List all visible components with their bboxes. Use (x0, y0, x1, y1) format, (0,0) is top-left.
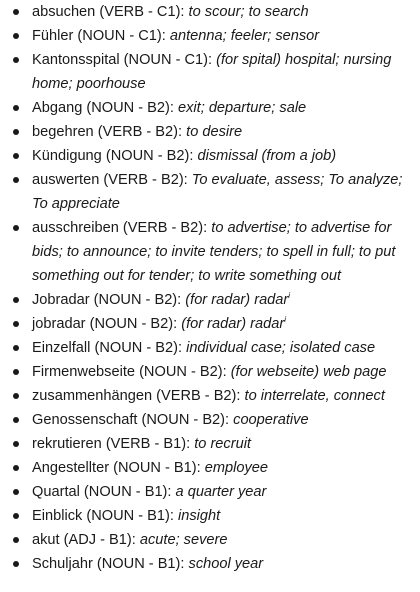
entry-meaning: to scour; to search (188, 4, 309, 20)
entry-meaning: employee (204, 460, 269, 476)
entry-part-of-speech: (NOUN - C1): (119, 52, 217, 68)
entry-word: begehren (32, 124, 94, 140)
entry-meaning: to advertise; to advertise for bids; to announce; to invite tenders; to spell in full; to put something out for tender; to write something out (32, 220, 396, 284)
bullet-icon (13, 537, 19, 543)
entry-meaning: (for radar) radar (185, 292, 289, 308)
entry-meaning: exit; departure; sale (178, 100, 307, 116)
list-item (0, 24, 420, 48)
list-item (0, 336, 420, 360)
entry-meaning: to interrelate, connect (244, 388, 385, 404)
entry-word: Einblick (32, 508, 83, 524)
entry-word: akut (32, 532, 60, 548)
entry-meaning: (for webseite) web page (230, 364, 387, 380)
entry-word: absuchen (32, 4, 96, 20)
entry-word: ausschreiben (32, 220, 119, 236)
entry-part-of-speech: (NOUN - B1): (82, 508, 178, 524)
bullet-icon (13, 345, 19, 351)
entry-meaning: (for radar) radar (181, 316, 285, 332)
entry-part-of-speech: (NOUN - C1): (73, 28, 170, 44)
list-item (0, 504, 420, 528)
bullet-icon (13, 105, 19, 111)
entry-part-of-speech: (NOUN - B2): (82, 100, 178, 116)
entry-part-of-speech: (NOUN - B2): (101, 148, 198, 164)
list-item (0, 552, 420, 576)
entry-word: Kantonsspital (32, 52, 120, 68)
entry-meaning: individual case; isolated case (186, 340, 376, 356)
entry-part-of-speech: (ADJ - B1): (59, 532, 140, 548)
bullet-icon (13, 369, 19, 375)
entry-word: Angestellter (32, 460, 110, 476)
entry-word: jobradar (32, 316, 86, 332)
entry-meaning: acute; severe (139, 532, 228, 548)
list-item (0, 288, 420, 312)
footnote-marker: i (284, 315, 286, 325)
entry-part-of-speech: (NOUN - B2): (137, 412, 234, 428)
entry-part-of-speech: (NOUN - B1): (109, 460, 205, 476)
entry-meaning: to desire (186, 124, 243, 140)
entry-part-of-speech: (NOUN - B2): (85, 316, 182, 332)
list-item (0, 384, 420, 408)
bullet-icon (13, 177, 19, 183)
entry-word: Genossenschaft (32, 412, 138, 428)
entry-part-of-speech: (NOUN - B2): (135, 364, 231, 380)
list-item (0, 120, 420, 144)
bullet-icon (13, 417, 19, 423)
bullet-icon (13, 153, 19, 159)
footnote-marker: i (288, 291, 291, 301)
entry-meaning: antenna; feeler; sensor (169, 28, 320, 44)
entry-meaning: insight (177, 508, 221, 524)
entry-word: Fühler (32, 28, 74, 44)
list-item (0, 168, 420, 216)
entry-part-of-speech: (VERB - B1): (101, 436, 195, 452)
entry-part-of-speech: (VERB - B2): (93, 124, 187, 140)
entry-meaning: a quarter year (175, 484, 267, 500)
list-item (0, 360, 420, 384)
entry-part-of-speech: (VERB - B2): (152, 388, 245, 404)
entry-part-of-speech: (VERB - B2): (118, 220, 212, 236)
entry-meaning: to recruit (194, 436, 251, 452)
bullet-icon (13, 441, 19, 447)
entry-part-of-speech: (VERB - C1): (95, 4, 189, 20)
entry-meaning: dismissal (from a job) (197, 148, 337, 164)
list-item (0, 480, 420, 504)
entry-meaning: (for spital) hospital; nursing home; poorhouse (32, 52, 392, 92)
list-item (0, 456, 420, 480)
list-item (0, 48, 420, 96)
bullet-icon (13, 513, 19, 519)
bullet-icon (13, 321, 19, 327)
list-item (0, 216, 420, 288)
entry-meaning: cooperative (233, 412, 309, 428)
entry-part-of-speech: (NOUN - B2): (90, 340, 187, 356)
entry-part-of-speech: (NOUN - B1): (79, 484, 176, 500)
entry-part-of-speech: (NOUN - B1): (92, 556, 189, 572)
list-item (0, 0, 420, 24)
entry-word: Abgang (32, 100, 83, 116)
entry-part-of-speech: (NOUN - B2): (89, 292, 186, 308)
list-item (0, 144, 420, 168)
entry-word: Kündigung (32, 148, 102, 164)
bullet-icon (13, 129, 19, 135)
bullet-icon (13, 561, 19, 567)
bullet-icon (13, 57, 19, 63)
entry-word: auswerten (32, 172, 100, 188)
entry-meaning: school year (188, 556, 264, 572)
list-item (0, 528, 420, 552)
list-item (0, 96, 420, 120)
entry-part-of-speech: (VERB - B2): (99, 172, 192, 188)
bullet-icon (13, 225, 19, 231)
bullet-icon (13, 393, 19, 399)
bullet-icon (13, 465, 19, 471)
bullet-icon (13, 489, 19, 495)
entry-word: zusammenhängen (32, 388, 153, 404)
entry-meaning: To evaluate, assess; To analyze; To appreciate (32, 172, 403, 212)
list-item (0, 432, 420, 456)
list-item (0, 408, 420, 432)
bullet-icon (13, 33, 19, 39)
list-item (0, 312, 420, 336)
entry-word: Schuljahr (32, 556, 93, 572)
entry-word: rekrutieren (32, 436, 102, 452)
entry-word: Firmenwebseite (32, 364, 136, 380)
bullet-icon (13, 297, 19, 303)
entry-word: Jobradar (32, 292, 90, 308)
entry-word: Einzelfall (32, 340, 91, 356)
bullet-icon (13, 9, 19, 15)
entry-word: Quartal (32, 484, 80, 500)
